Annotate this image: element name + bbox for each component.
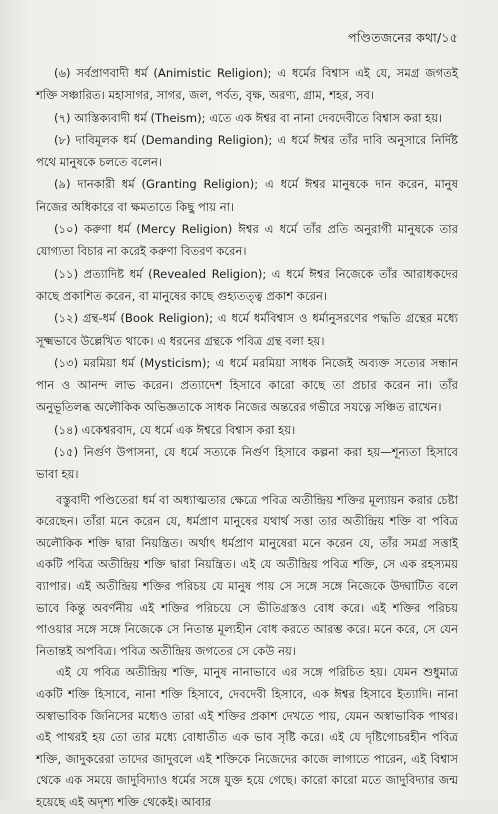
entry-number: (৯) — [54, 177, 71, 192]
entry-text: প্রত্যাদিষ্ট ধর্ম (Revealed Religion); এ ধর্মে ঈশ্বর নিজেকে তাঁর আরাধকদের কাছে প্রকাশিত করেন, বা মানুষের কাছে গুহ্যতত্ত্ব প্রকাশ করেন। — [36, 266, 459, 303]
list-item — [36, 218, 458, 263]
entry-text: করুণা ধর্ম (Mercy Religion) ঈশ্বর এ ধর্মে তাঁর প্রতি অনুরাগী মানুষকে তার যোগ্যতা বিচার না করেই করুণা বিতরণ করেন। — [36, 222, 459, 259]
entry-text: দাবিমূলক ধর্ম (Demanding Religion); এ ধর্মে ঈশ্বর তাঁর দাবি অনুসারে নির্দিষ্ট পথে মানুষকে চলতে বলেন। — [36, 132, 458, 170]
entry-number: (১১) — [54, 266, 79, 281]
list-item — [36, 419, 458, 441]
body-text — [36, 490, 458, 814]
list-item — [36, 173, 458, 218]
entry-text: একেশ্বরবাদ, যে ধর্মে এক ঈশ্বরে বিশ্বাস করা হয়। — [81, 422, 296, 437]
entry-text: দানকারী ধর্ম (Granting Religion); এ ধর্মে ঈশ্বর মানুষকে দান করেন, মানুষ নিজের অধিকারে বা ক্ষমতাতে কিছু পায় না। — [36, 177, 458, 214]
entry-text: নির্গুণ উপাসনা, যে ধর্মে সত্যকে নির্গুণ হিসাবে কল্পনা করা হয়—শূন্যতা হিসাবে ভাবা হয়। — [36, 445, 459, 482]
list-item — [36, 62, 458, 107]
entry-text: সর্বপ্রাণবাদী ধর্ম (Animistic Religion); এ ধর্মের বিশ্বাস এই যে, সমগ্র জগতই শক্তি সঞ্চারিত। মহাসাগর, সাগর, জল, পর্বত, বৃক্ষ, অরণ্য, গ্রাম, শহর, সব। — [36, 66, 459, 103]
entry-number: (১০) — [54, 222, 79, 237]
entry-number: (৮) — [54, 132, 71, 147]
entry-number: (৬) — [54, 66, 71, 80]
list-item — [36, 352, 458, 419]
list-item — [36, 441, 458, 486]
paragraph: এই যে পবিত্র অতীন্দ্রিয় শক্তি, মানুষ নানাভাবে এর সঙ্গে পরিচিত হয়। যেমন শুধুমাত্র একটি শক্তি হিসাবে, নানা শক্তি হিসাবে, দেবদেবী হিসাবে, এক ঈশ্বর হিসাবে ইত্যাদি। নানা অস্বাভাবিক জিনিসের মধ্যেও তারা এই শক্তির প্রকাশ দেখতে পায়, যেমন অস্বাভাবিক পাথর। এই পাথরই হয় তো তার মধ্যে বোধাতীত এক ভাব সৃষ্টি করে। এই যে দৃষ্টিগোচরহীন পবিত্র শক্তি, জাদুকরেরা তাদের জাদুবলে এই শক্তিকে নিজেদের কাজে লাগাতে পারেন, এই বিশ্বাস থেকে এক সময়ে জাদুবিদ্যাও ধর্মের সঙ্গে যুক্ত হয়ে গেছে। কারো কারো মতে জাদুবিদ্যার জন্ম হয়েছে এই অদৃশ্য শক্তি থেকেই। আবার — [36, 665, 458, 809]
running-head: পণ্ডিতজনের কথা/১৫ — [348, 30, 458, 45]
entry-text: গ্রন্থ-ধর্ম (Book Religion); এ ধর্মে ধর্মবিশ্বাস ও ধর্মানুসরণের পদ্ধতি গ্রন্থের মধ্যে সূক্ষ্মভাবে উল্লেখিত থাকে। এ ধরনের গ্রন্থকে পবিত্র গ্রন্থ বলা হয়। — [36, 311, 458, 348]
entry-number: (১৩) — [54, 355, 79, 370]
religion-type-list — [36, 62, 458, 486]
list-item — [36, 129, 458, 174]
entry-number: (৭) — [54, 110, 71, 125]
entry-text: আস্তিক্যবাদী ধর্ম (Theism); এতে এক ঈশ্বর বা নানা দেবদেবীতে বিশ্বাস করা হয়। — [74, 110, 443, 125]
entry-number: (১৫) — [54, 445, 79, 460]
entry-text: মরমিয়া ধর্ম (Mysticism); এ ধর্মে মরমিয়া সাধক নিজেই অব্যক্ত সত্যের সন্ধান পান ও আনন্দ লাভ করেন। প্রত্যাদেশ হিসাবে কারো কাছে তা প্রচার করেন না। তাঁর অনুভূতিলব্ধ অলৌকিক অভিজ্ঞতাকে সাধক নিজের অন্তরের গভীরে সযত্নে সঞ্চিত রাখেন। — [36, 355, 459, 415]
list-item — [36, 263, 458, 308]
paragraph: বস্তুবাদী পণ্ডিতেরা ধর্ম বা অধ্যাত্মতার ক্ষেত্রে পবিত্র অতীন্দ্রিয় শক্তির মূল্যায়ন করার চেষ্টা করেছেন। তাঁরা মনে করেন যে, ধর্মপ্রাণ মানুষের যথার্থ সত্তা তার অতীন্দ্রিয় শক্তি বা পবিত্র অলৌকিক শক্তি দ্বারা নিয়ন্ত্রিত। অর্থাৎ ধর্মপ্রাণ মানুষেরা মনে করেন যে, তাঁর সমগ্র সত্তাই একটি পবিত্র অতীন্দ্রিয় শক্তি দ্বারা নিয়ন্ত্রিত। এই যে অতীন্দ্রিয় পবিত্র শক্তি, সে এক রহস্যময় ব্যাপার। এই অতীন্দ্রিয় শক্তির পরিচয় যে মানুষ পায় সে সঙ্গে সঙ্গে নিজেকে উদ্ঘাটিত বলে ভাবে কিন্তু অবর্ণনীয় এই শক্তির পরিচয়ে সে ভীতিগ্রস্তও বোধ করে। এই শক্তির পরিচয় পাওয়ার সঙ্গে সঙ্গে নিজেকে সে নিতান্ত মূল্যহীন বোধ করতে আরম্ভ করে। মনে করে, সে যেন নিতান্তই অপবিত্র। পবিত্র অতীন্দ্রিয় জগতের সে কেউ নয়। — [36, 492, 458, 658]
list-item — [36, 307, 458, 352]
entry-number: (১২) — [54, 311, 79, 326]
entry-number: (১৪) — [54, 422, 79, 437]
list-item — [36, 107, 458, 129]
